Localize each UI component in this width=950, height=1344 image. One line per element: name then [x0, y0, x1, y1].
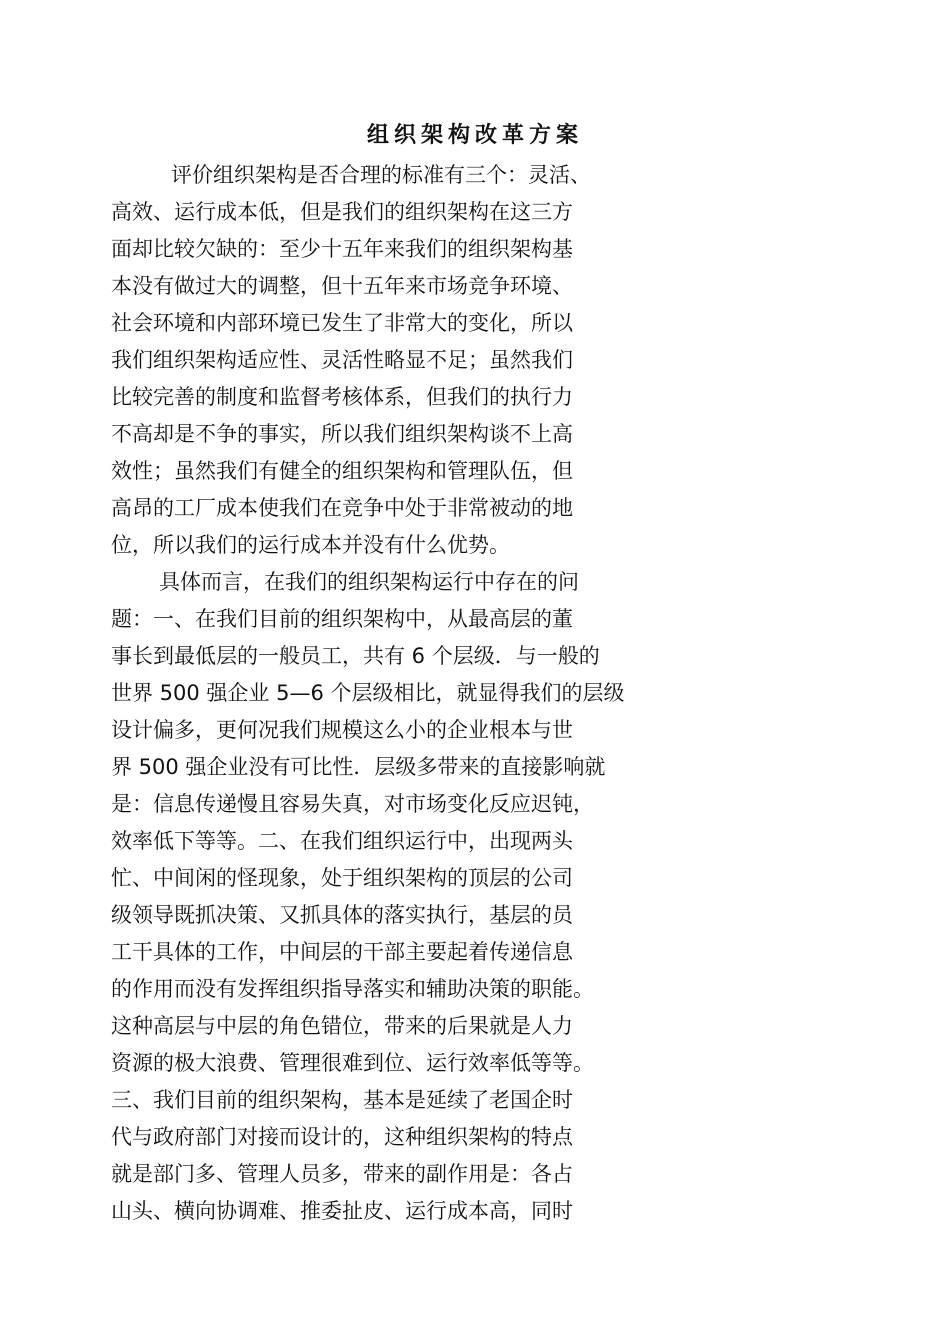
paragraph-line: 比较完善的制度和监督考核体系，但我们的执行力: [111, 385, 573, 409]
paragraph-line: 高昂的工厂成本使我们在竞争中处于非常被动的地: [111, 496, 573, 520]
paragraph-line: 资源的极大浪费、管理很难到位、运行效率低等等。: [111, 1051, 594, 1075]
paragraph-line: 三、我们目前的组织架构，基本是延续了老国企时: [111, 1088, 573, 1112]
paragraph-line: 就是部门多、管理人员多，带来的副作用是：各占: [111, 1162, 573, 1186]
paragraph-line: 工干具体的工作，中间层的干部主要起着传递信息: [111, 940, 573, 964]
paragraph-line: 效性；虽然我们有健全的组织架构和管理队伍，但: [111, 459, 573, 483]
document-title: 组织架构改革方案: [366, 123, 583, 148]
paragraph-line: 本没有做过大的调整，但十五年来市场竞争环境、: [111, 274, 573, 298]
paragraph-line: 山头、横向协调难、推委扯皮、运行成本高，同时: [111, 1199, 573, 1223]
document-body: [111, 157, 891, 1230]
paragraph-line: 界 500 强企业没有可比性．层级多带来的直接影响就: [111, 755, 606, 779]
paragraph-line: 忙、中间闲的怪现象，处于组织架构的顶层的公司: [111, 866, 573, 890]
paragraph-line: 设计偏多，更何况我们规模这么小的企业根本与世: [111, 718, 573, 742]
paragraph-line: 级领导既抓决策、又抓具体的落实执行，基层的员: [111, 903, 573, 927]
paragraph-line: 事长到最低层的一般员工，共有 6 个层级．与一般的: [111, 644, 600, 668]
paragraph-line: 代与政府部门对接而设计的，这种组织架构的特点: [111, 1125, 573, 1149]
paragraph-line: 位，所以我们的运行成本并没有什么优势。: [111, 533, 510, 557]
paragraph-line: 不高却是不争的事实，所以我们组织架构谈不上高: [111, 422, 573, 446]
paragraph-line: 效率低下等等。二、在我们组织运行中，出现两头: [111, 829, 573, 853]
paragraph-line: 题：一、在我们目前的组织架构中，从最高层的董: [111, 607, 573, 631]
paragraph-line: 评价组织架构是否合理的标准有三个：灵活、: [171, 163, 591, 187]
paragraph-line: 我们组织架构适应性、灵活性略显不足；虽然我们: [111, 348, 573, 372]
paragraph-line: 面却比较欠缺的：至少十五年来我们的组织架构基: [111, 237, 573, 261]
paragraph-line: 的作用而没有发挥组织指导落实和辅助决策的职能。: [111, 977, 594, 1001]
paragraph-line: 具体而言，在我们的组织架构运行中存在的问: [159, 570, 579, 594]
paragraph-line: 这种高层与中层的角色错位，带来的后果就是人力: [111, 1014, 573, 1038]
paragraph-line: 世界 500 强企业 5—6 个层级相比，就显得我们的层级: [111, 681, 625, 705]
paragraph-line: 是：信息传递慢且容易失真，对市场变化反应迟钝，: [111, 792, 594, 816]
paragraph-line: 高效、运行成本低，但是我们的组织架构在这三方: [111, 200, 573, 224]
paragraph-line: 社会环境和内部环境已发生了非常大的变化，所以: [111, 311, 573, 335]
